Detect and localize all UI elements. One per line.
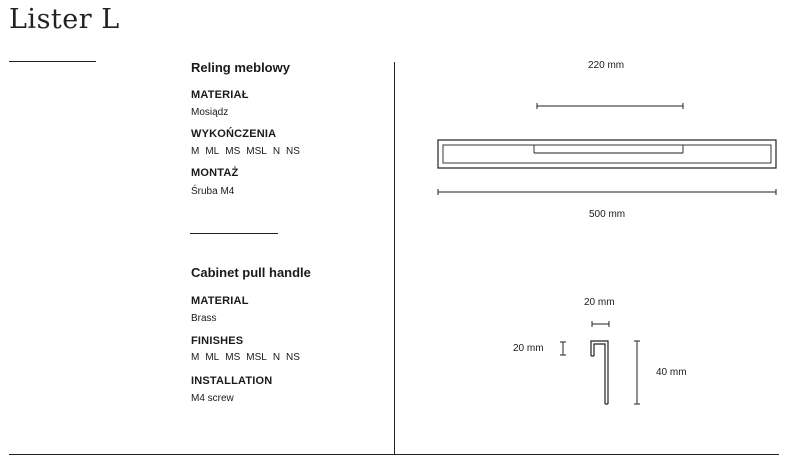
pl-installation-value: Śruba M4: [191, 186, 235, 197]
length-dimension-line: [438, 189, 776, 195]
rail-front-view: [438, 140, 776, 168]
spacing-dimension-line: [537, 103, 683, 109]
finish-code: M: [191, 146, 200, 157]
pl-material-label: MATERIAŁ: [191, 89, 249, 101]
profile-height-label: 40 mm: [656, 367, 687, 378]
product-title: Lister L: [9, 4, 120, 35]
spacing-dimension-label: 220 mm: [588, 60, 625, 71]
finish-code: MS: [225, 352, 241, 363]
finish-code: NS: [286, 352, 300, 363]
en-material-label: MATERIAL: [191, 295, 249, 307]
profile-width-dimension-line: [592, 321, 609, 327]
finish-code: MSL: [246, 146, 267, 157]
finish-code: NS: [286, 146, 300, 157]
finish-code: ML: [205, 352, 220, 363]
profile-depth-dimension-line: [560, 342, 566, 355]
length-dimension-label: 500 mm: [589, 209, 626, 220]
pl-finishes-label: WYKOŃCZENIA: [191, 128, 277, 140]
finish-code: M: [191, 352, 200, 363]
finish-code: N: [272, 146, 281, 157]
finish-code: MS: [225, 146, 241, 157]
finish-code: ML: [205, 146, 220, 157]
profile-height-dimension-line: [634, 341, 640, 404]
finish-code: MSL: [246, 352, 267, 363]
en-finishes-label: FINISHES: [191, 335, 244, 347]
en-installation-value: M4 screw: [191, 393, 234, 404]
pl-material-value: Mosiądz: [191, 107, 229, 118]
en-material-value: Brass: [191, 313, 217, 324]
profile-side-view: [591, 341, 608, 404]
finish-code: N: [272, 352, 281, 363]
en-installation-label: INSTALLATION: [191, 375, 273, 387]
en-heading: Cabinet pull handle: [191, 265, 311, 280]
pl-heading: Reling meblowy: [191, 60, 290, 75]
profile-width-label: 20 mm: [584, 297, 615, 308]
pl-installation-label: MONTAŻ: [191, 167, 239, 179]
profile-depth-label: 20 mm: [513, 343, 544, 354]
